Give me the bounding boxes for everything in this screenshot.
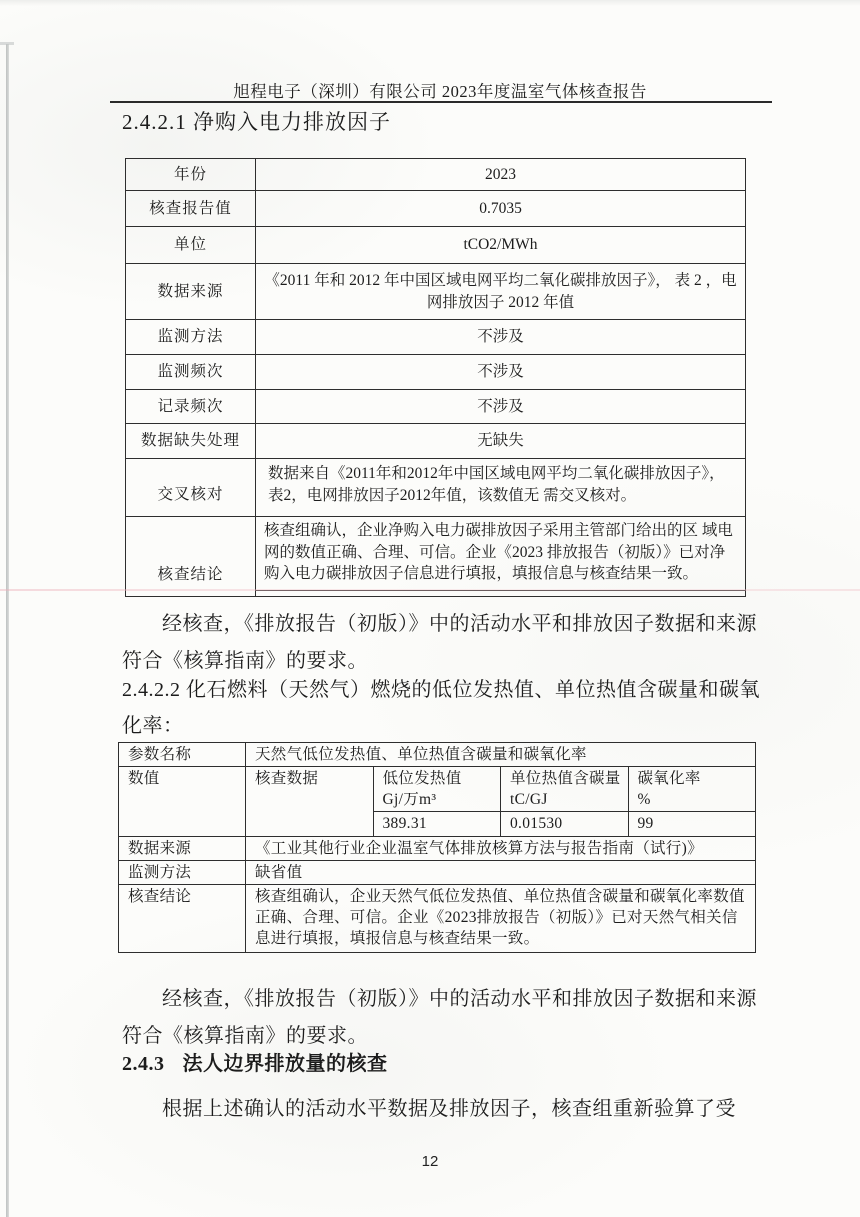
- table-row: [126, 459, 746, 517]
- table-row: [119, 837, 756, 861]
- running-header: 旭程电子（深圳）有限公司 2023年度温室气体核查报告: [233, 82, 647, 101]
- verification-paragraph-1: 经核查，《排放报告（初版）》中的活动水平和排放因子数据和来源符合《核算指南》的要求。: [122, 613, 757, 672]
- column-unit: Gj/万m³: [382, 791, 437, 808]
- row-value: 不涉及: [256, 320, 746, 355]
- carbon-content-value: 0.01530: [501, 812, 629, 837]
- table-row: [119, 885, 756, 953]
- table-row: [126, 517, 746, 597]
- section-number: 2.4.3: [122, 1053, 165, 1075]
- verification-paragraph-2: 经核查，《排放报告（初版）》中的活动水平和排放因子数据和来源符合《核算指南》的要求。: [122, 988, 757, 1047]
- row-value: 0.7035: [256, 191, 746, 227]
- row-value: 核查组确认，企业净购入电力碳排放因子采用主管部门给出的区 域电网的数值正确、合理、可信。企业《2023 排放报告（初版）》已对净购入电力碳排放因子信息进行填报，填报信息与核查结果一致。: [256, 517, 746, 597]
- row-value: 《2011 年和 2012 年中国区域电网平均二氧化碳排放因子》， 表 2 ，电网排放因子 2012 年值: [256, 264, 746, 320]
- row-value: 不涉及: [256, 390, 746, 424]
- electricity-emission-factor-table: [125, 158, 746, 597]
- table-row: [126, 355, 746, 390]
- row-value: 不涉及: [256, 355, 746, 390]
- param-name-label: 参数名称: [119, 743, 246, 767]
- table-row: [119, 767, 756, 812]
- conclusion-label: 核查结论: [119, 885, 246, 953]
- row-value: tCO2/MWh: [256, 227, 746, 264]
- row-label: 交叉核对: [126, 459, 256, 517]
- table-row: [126, 227, 746, 264]
- column-unit: %: [637, 791, 651, 808]
- table-row: [119, 861, 756, 885]
- page-number: 12: [421, 1153, 439, 1170]
- row-label: 记录频次: [126, 390, 256, 424]
- column-header-ncv: [373, 767, 501, 812]
- data-source-value: 《工业其他行业企业温室气体排放核算方法与报告指南（试行)》: [246, 837, 756, 861]
- section-heading-2422: 2.4.2.2 化石燃料（天然气）燃烧的低位发热值、单位热值含碳量和碳氧化率：: [122, 679, 760, 737]
- column-header-oxidation-rate: [628, 767, 756, 812]
- table-row: [126, 191, 746, 227]
- table-row: [126, 264, 746, 320]
- value-label: 数值: [119, 767, 246, 837]
- column-name: 单位热值含碳量: [510, 770, 621, 787]
- verified-data-label: 核查数据: [246, 767, 374, 837]
- param-name-value: 天然气低位发热值、单位热值含碳量和碳氧化率: [246, 743, 756, 767]
- row-label: 数据缺失处理: [126, 424, 256, 459]
- page-edge-shadow-top: [0, 42, 14, 45]
- table-row: [126, 424, 746, 459]
- conclusion-value: 核查组确认，企业天然气低位发热值、单位热值含碳量和碳氧化率数值正确、合理、可信。企业《2023排放报告（初版）》已对天然气相关信息进行填报，填报信息与核查结果一致。: [246, 885, 756, 953]
- row-value: 数据来自《2011年和2012年中国区域电网平均二氧化碳排放因子》，表2，电网排放因子2012年值，该数值无 需交叉核对。: [256, 459, 746, 517]
- row-label: 监测方法: [126, 320, 256, 355]
- row-label: 核查报告值: [126, 191, 256, 227]
- section-heading-243: [122, 1047, 772, 1076]
- table-row: [126, 390, 746, 424]
- natural-gas-parameters-table: [118, 742, 756, 953]
- column-name: 低位发热值: [382, 770, 462, 787]
- column-name: 碳氧化率: [637, 770, 701, 787]
- section-heading-2421: 2.4.2.1 净购入电力排放因子: [122, 110, 391, 134]
- data-source-label: 数据来源: [119, 837, 246, 861]
- table-row: [119, 743, 756, 767]
- column-header-carbon-content: [501, 767, 629, 812]
- row-label: 单位: [126, 227, 256, 264]
- row-label: 年份: [126, 159, 256, 191]
- row-value: 无缺失: [256, 424, 746, 459]
- body-paragraph-3: 根据上述确认的活动水平数据及排放因子，核查组重新验算了受: [162, 1098, 736, 1120]
- monitoring-method-value: 缺省值: [246, 861, 756, 885]
- table-row: [126, 320, 746, 355]
- row-label: 核查结论: [126, 517, 256, 597]
- monitoring-method-label: 监测方法: [119, 861, 246, 885]
- row-value: 2023: [256, 159, 746, 191]
- table-row: [126, 159, 746, 191]
- section-title: 法人边界排放量的核查: [182, 1053, 388, 1075]
- page-edge-shadow: [6, 44, 9, 1217]
- header-rule: [110, 101, 772, 103]
- row-label: 数据来源: [126, 264, 256, 320]
- column-unit: tC/GJ: [510, 791, 548, 808]
- row-label: 监测频次: [126, 355, 256, 390]
- oxidation-rate-value: 99: [628, 812, 756, 837]
- ncv-value: 389.31: [373, 812, 501, 837]
